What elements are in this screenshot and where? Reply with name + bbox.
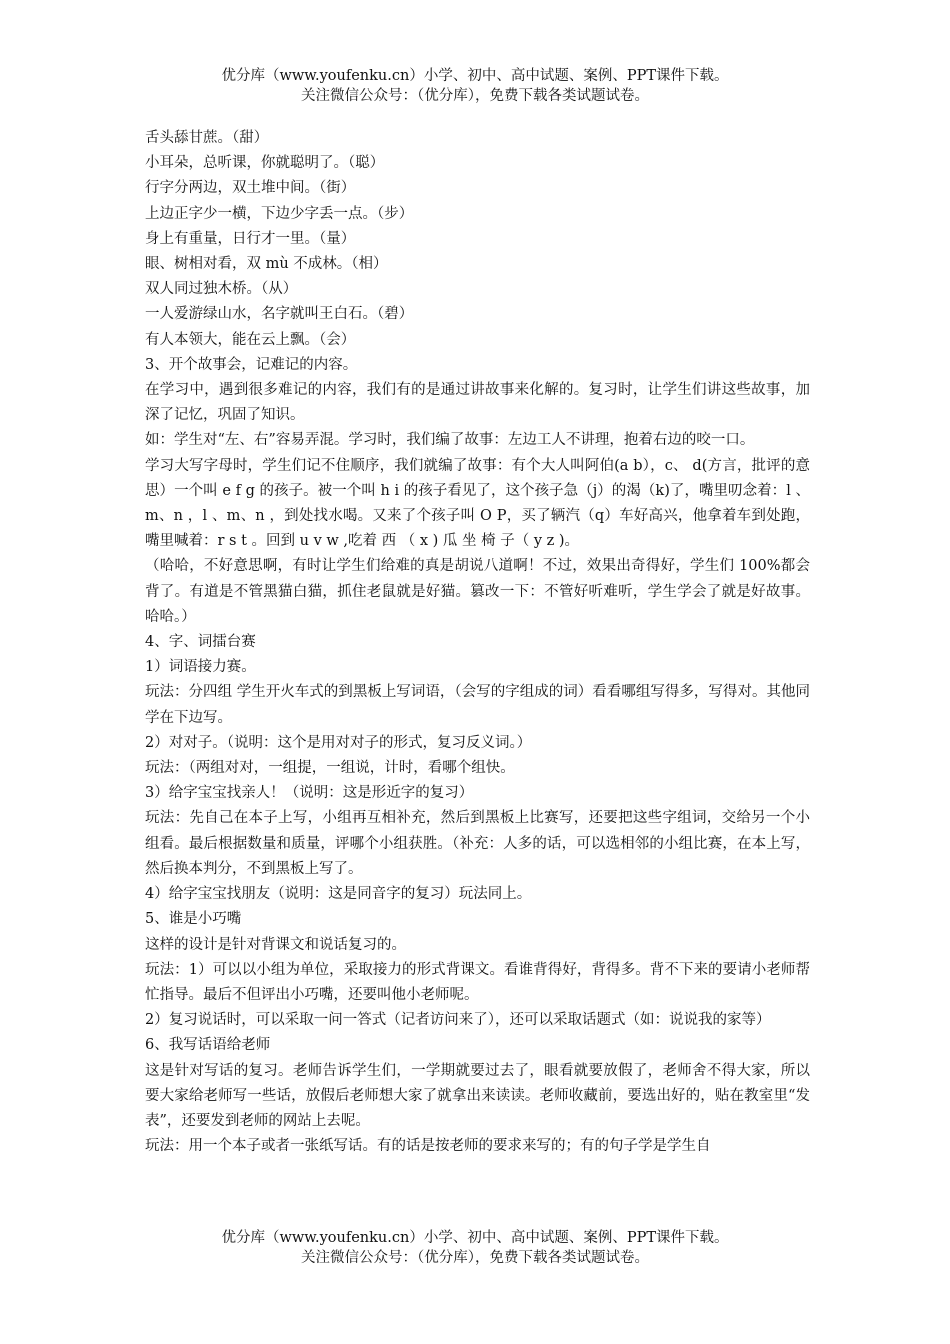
body-paragraph: 2）复习说话时，可以采取一问一答式（记者访问来了），还可以采取话题式（如：说说我的家等） xyxy=(145,1012,771,1029)
body-paragraph: 如：学生对“左、右”容易弄混。学习时，我们编了故事：左边工人不讲理，抱着右边的咬一口。 xyxy=(145,432,755,449)
sub-heading: 3）给字宝宝找亲人！（说明：这是形近字的复习） xyxy=(145,785,474,802)
sub-heading: 1）词语接力赛。 xyxy=(145,659,256,676)
body-paragraph: 玩法：1）可以以小组为单位，采取接力的形式背课文。看谁背得好，背得多。背不下来的要请小老师帮忙指导。最后不但评出小巧嘴，还要叫他小老师呢。 xyxy=(145,961,810,1003)
section-heading: 6、我写话语给老师 xyxy=(145,1037,271,1054)
page-footer xyxy=(0,1228,950,1268)
section-heading: 3、开个故事会，记难记的内容。 xyxy=(145,356,358,373)
body-paragraph: （哈哈，不好意思啊，有时让学生们给难的真是胡说八道啊！不过，效果出奇得好，学生们 100%都会背了。有道是不管黑猫白猫，抓住老鼠就是好猫。篡改一下：不管好听难听，学生学会了就是好故事。哈哈。） xyxy=(145,558,810,625)
body-paragraph: 学习大写字母时，学生们记不住顺序，我们就编了故事：有个大人叫阿伯(a b），c、 d(方言，批评的意思）一个叫 e f g 的孩子。被一个叫 h i 的孩子看见了，这个孩子急（j）的渴（k)了，嘴里叨念着：l 、m、n ，l 、m、n ，到处找水喝。又来了个孩子叫 O P，买了辆汽（q）车好高兴，他拿着车到处跑，嘴里喊着：r s t 。回到 u v w ,吃着 西 （ x ) 瓜 坐 椅 子（ y z )。 xyxy=(145,457,810,550)
body-paragraph: 玩法：分四组 学生开火车式的到黑板上写词语，（会写的字组成的词）看看哪组写得多，写得对。其他同学在下边写。 xyxy=(145,684,810,726)
body-paragraph: 这样的设计是针对背课文和说话复习的。 xyxy=(145,936,406,953)
body-paragraph: 这是针对写话的复习。老师告诉学生们，一学期就要过去了，眼看就要放假了，老师舍不得大家，所以要大家给老师写一些话，放假后老师想大家了就拿出来读读。老师收藏前，要选出好的，贴在教室里“发表”，还要发到老师的网站上去呢。 xyxy=(145,1062,810,1129)
section-heading: 5、谁是小巧嘴 xyxy=(145,911,242,928)
riddle-line: 身上有重量，日行才一里。（量） xyxy=(145,230,356,247)
page-header xyxy=(0,66,950,106)
riddle-line: 上边正字少一横，下边少字丢一点。（步） xyxy=(145,205,414,222)
sub-heading: 4）给字宝宝找朋友（说明：这是同音字的复习）玩法同上。 xyxy=(145,886,532,903)
riddle-line: 一人爱游绿山水，名字就叫王白石。（碧） xyxy=(145,306,414,323)
document-body xyxy=(145,126,810,1159)
riddle-line: 有人本领大，能在云上飘。（会） xyxy=(145,331,356,348)
riddle-line: 舌头舔甘蔗。（甜） xyxy=(145,130,269,146)
riddle-line: 小耳朵，总听课，你就聪明了。（聪） xyxy=(145,155,385,172)
body-paragraph: 玩法：（两组对对，一组提，一组说，计时，看哪个组快。 xyxy=(145,760,515,777)
header-line-2: 关注微信公众号：（优分库），免费下载各类试题试卷。 xyxy=(301,88,649,104)
footer-line-1: 优分库（www.youfenku.cn）小学、初中、高中试题、案例、PPT课件下载。 xyxy=(221,1230,729,1246)
body-paragraph: 在学习中，遇到很多难记的内容，我们有的是通过讲故事来化解的。复习时，让学生们讲这些故事，加深了记忆，巩固了知识。 xyxy=(145,382,810,424)
footer-line-2: 关注微信公众号：（优分库），免费下载各类试题试卷。 xyxy=(301,1250,649,1266)
riddle-line: 行字分两边，双土堆中间。（街） xyxy=(145,180,356,197)
body-paragraph: 玩法：先自己在本子上写，小组再互相补充，然后到黑板上比赛写，还要把这些字组词，交给另一个小组看。最后根据数量和质量，评哪个小组获胜。（补充：人多的话，可以选相邻的小组比赛，在本上写，然后换本判分，不到黑板上写了。 xyxy=(145,810,810,877)
sub-heading: 2）对对子。（说明：这个是用对对子的形式，复习反义词。） xyxy=(145,734,532,751)
riddle-line: 眼、树相对看，双 mù 不成林。（相） xyxy=(145,256,388,273)
header-line-1: 优分库（www.youfenku.cn）小学、初中、高中试题、案例、PPT课件下载。 xyxy=(221,68,729,84)
body-paragraph: 玩法：用一个本子或者一张纸写话。有的话是按老师的要求来写的；有的句子学是学生自 xyxy=(145,1138,711,1155)
riddle-line: 双人同过独木桥。（从） xyxy=(145,281,298,298)
section-heading: 4、字、词擂台赛 xyxy=(145,634,256,651)
